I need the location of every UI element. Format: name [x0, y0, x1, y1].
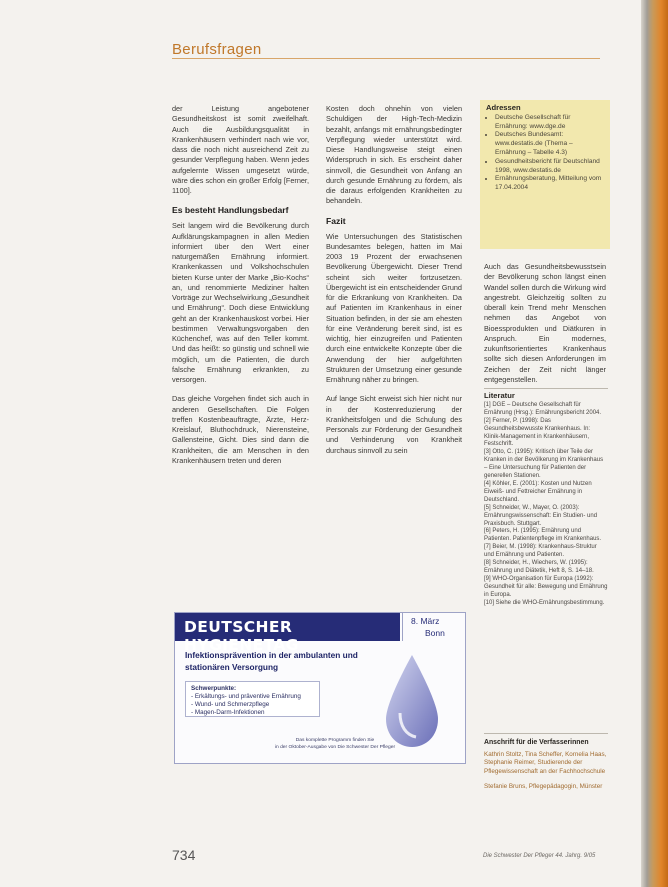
references-rule [484, 388, 608, 389]
reference-item: [9] WHO-Organisation für Europa (1992): Gesundheit für alle: Bewegung und Ernährung in Europa. [484, 575, 608, 598]
reference-item: [2] Ferner, P. (1998): Das Gesundheitsbewusste Krankenhaus. In: Klinik-Management in Krankenhäusern, Festschrift. [484, 417, 591, 448]
author-names: Kathrin Stoltz, Tina Scheffer, Kornelia Haas, Stephanie Reimer, Studierende der Pflegewissenschaft an der Fachhochschule [484, 751, 607, 775]
col2-paragraph-3: Auf lange Sicht erweist sich hier nicht nur in der Kostenreduzierung der Krankheitsfolgen und die Schulung des Personals zur Förderung der Gesundheit und Verhinderung von Krankheit durchaus sinnvoll zu sein [326, 394, 462, 455]
section-header: Berufsfragen [172, 41, 262, 58]
author-title: Anschrift für die Verfasserinnen [484, 739, 589, 746]
ad-city: Bonn [425, 628, 445, 638]
reference-item: [4] Köhler, E. (2001): Kosten und Nutzen Eiweiß- und Fettreicher Ernährung in Deutschland. [484, 480, 592, 503]
infobox-item: • Deutsches Bundesamt: www.destatis.de (Thema – Ernährung – Tabelle 4.3) [495, 131, 604, 157]
reference-item: [7] Beier, M. (1998): Krankenhaus-Struktur und Ernährung und Patienten. [484, 544, 597, 559]
reference-item: [5] Schneider, W., Mayer, O. (2003): Ernährungswissenschaft: Ein Studien- und Praxisbuch. Stuttgart. [484, 504, 598, 527]
ad-title: DEUTSCHER HYGIENETAG [184, 618, 299, 654]
infobox-item: • Gesundheitsbericht für Deutschland 1998, www.destatis.de [495, 158, 604, 176]
reference-item: [8] Schneider, H., Wiechers, W. (1995): Ernährung und Diätetik, Heft 8, S. 14–18. [484, 560, 594, 574]
column-1 [172, 104, 309, 475]
reference-item: [1] DGE – Deutsche Gesellschaft für Ernährung (Hrsg.): Ernährungsbericht 2004. [484, 401, 602, 416]
ad-footnote-line: Das komplette Programm finden Sie [295, 738, 375, 743]
ad-focus-item: - Wund- und Schmerzpflege [191, 701, 270, 708]
col2-heading: Fazit [326, 215, 346, 226]
page-number: 734 [172, 847, 196, 863]
page-edge-tab [641, 0, 668, 887]
references-title: Literatur [484, 391, 515, 400]
ad-date: 8. März [411, 616, 440, 626]
infobox-item: • Deutsche Gesellschaft für Ernährung: www.dge.de [495, 114, 604, 132]
journal-footer: Die Schwester Der Pfleger 44. Jahrg. 9/05 [483, 853, 596, 859]
reference-item: [6] Peters, H. (1995): Ernährung und Patienten. Patientenpflege im Krankenhaus. [484, 528, 602, 543]
col1-paragraph-1: der Leistung angebotener Gesundheitskost ist somit zweifelhaft. Auch die Ausbildungsqualität in Krankenhäusern verhindert nach wie vor, dass die noch nicht ausreichend Zeit zu gesunder Verpflegung haben. Wenn jedes aufgelernte Wissen umgesetzt würde, wäre dies schon ein großer Erfolg [Ferner, 1100]. [172, 104, 309, 195]
ad-date-box [402, 613, 466, 641]
author-address [484, 739, 608, 798]
col1-paragraph-3: Das gleiche Vorgehen findet sich auch in anderen Gesellschaften. Die Folgen treffen Kostenbeauftragte, Ärzte, Herz-Kreislauf, Bluthochdruck, Nierensteine, Gallensteine, Gicht. Dies sind dann die Krankheiten, die am Menschen in den Krankenhäusern treten und deren [172, 394, 309, 465]
header-rule [172, 58, 600, 59]
column-2 [326, 104, 462, 465]
ad-focus-title: Schwerpunkte: [191, 685, 237, 692]
address-infobox [480, 100, 610, 249]
reference-item: [10] Siehe die WHO-Ernährungsbestimmung. [484, 599, 605, 606]
infobox-list [486, 114, 604, 193]
hygienetag-advertisement [174, 612, 466, 764]
references [484, 392, 608, 607]
col2-paragraph-2: Wie Untersuchungen des Statistischen Bundesamtes belegen, hatten im Mai 2003 19 Prozent der erwachsenen Bevölkerung Übergewicht. Dieser Trend scheint sich weiter fortzusetzen. Übergewicht ist ein entscheidender Grund für die Erkrankung von Krankheiten. Da auf Patienten im Krankenhaus in einer Situation befinden, in der sie am ehesten für eine Veränderung bereit sind, ist es wichtig, hier einzugreifen und Patienten durch eine entwickelte Konzepte über die Anwendung der hier aufgeführten Strukturen der Umsetzung einer gesunde Ernährung näher zu bringen. [326, 231, 462, 384]
col3-paragraph-1: Auch das Gesundheitsbewusstsein der Bevölkerung schon längst einen Wandel sollen durch die Wirkung wird angestrebt. Gleichzeitig sollten zu überall kein Trend mehr Menschen nehmen das Angebot von Bioessprodukten und Diätkuren in Anspruch. Ein modernes, zukunftsorientiertes Krankenhaus sollte sich diesen Anforderungen im Zeichen der Zeit nicht länger entgegenstellen. [484, 262, 606, 384]
ad-focus-box [185, 681, 320, 717]
col2-paragraph-1: Kosten doch ohnehin von vielen Schuldigen der High-Tech-Medizin bezahlt, anfangs mit ernährungsbedingter Verpflegung wieder unterstützt wird. Diese Handlungsweise steigt einen Widerspruch in sich. Es erscheint daher sinnvoll, die Gesundheit von Anfang an durch gesunde Ernährung zu fördern, als die daraus erfolgenden Krankheiten zu behandeln. [326, 104, 462, 206]
water-drop-icon [382, 651, 442, 751]
infobox-title: Adressen [486, 103, 521, 112]
author-contact: Stefanie Bruns, Pflegepädagogin, Münster [484, 782, 603, 790]
column-3 [484, 262, 606, 394]
infobox-item: • Ernährungsberatung, Mitteilung vom 17.04.2004 [495, 175, 604, 193]
ad-subtitle: Infektionsprävention in der ambulanten und stationären Versorgung [185, 650, 358, 672]
col1-heading: Es besteht Handlungsbedarf [172, 205, 289, 216]
ad-footnote [235, 737, 435, 751]
ad-focus-item: - Erkältungs- und präventive Ernährung [191, 693, 301, 700]
reference-item: [3] Otto, C. (1995): Kritisch über Teile der Kranken in der Bevölkerung im Krankenhaus – Eine Untersuchung für Patienten der generellen Stationen. [484, 449, 604, 480]
author-rule [484, 733, 608, 734]
col1-paragraph-2: Seit langem wird die Bevölkerung durch Aufklärungskampagnen in allen Medien informiert über den Wert einer naturgemäßen Ernährung informiert. Krankenkassen und Volkshochschulen bieten Kurse unter der Marke „Bio-Kochs“ an, und renommierte Mediziner halten Vorträge zur Wechselwirkung „Gesundheit und Ernährung“. Doch diese Entwicklung geht an der Krankenhauskost vorbei. Hier bestimmen Verwaltungsvorgaben den Küchenchef, was auf den Teller kommt. Und das heißt: so günstig und schnell wie möglich, um die Patienten, die durch falsche Ernährung erkrankten, zu versorgen. [172, 221, 309, 384]
ad-footnote-line: in der Oktober-Ausgabe von Die Schwester Der Pfleger [274, 745, 396, 750]
ad-focus-item: - Magen-Darm-Infektionen [191, 709, 265, 716]
ad-title-banner [175, 613, 400, 654]
